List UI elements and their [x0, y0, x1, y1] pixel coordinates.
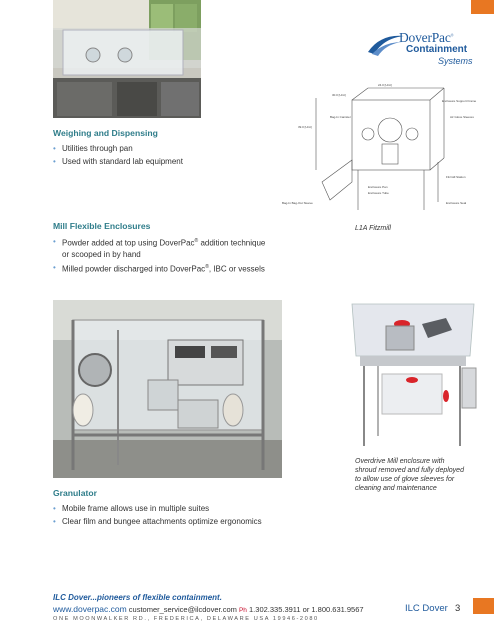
list-item: • Mobile frame allows use in multiple suites	[53, 504, 210, 513]
weighing-bullets	[53, 143, 283, 169]
weighing-title: Weighing and Dispensing	[53, 128, 158, 138]
dim-top-label: 24.0 [Unit]	[378, 83, 392, 87]
diag-label-tube: Enclosure Tube	[368, 191, 389, 195]
logo-containment: Containment	[406, 44, 468, 55]
page-number: 3	[455, 603, 461, 614]
bullet-icon: •	[53, 262, 56, 272]
fitzmill-caption: L1A Fitzmill	[355, 225, 391, 232]
corner-accent	[471, 0, 494, 14]
granulator-title: Granulator	[53, 488, 97, 498]
overdrive-mill-photo	[342, 296, 484, 453]
diag-label-seal: Enclosure Seal	[446, 201, 467, 205]
granulator-bullets	[53, 503, 293, 529]
bullet-icon: •	[53, 517, 56, 526]
granulator-photo	[53, 300, 282, 478]
phone-label: Ph	[238, 607, 247, 614]
diag-label-canister: Bag-In Canister	[330, 115, 351, 119]
list-item: • Milled powder discharged into DoverPac®, IBC or vessels	[53, 262, 265, 274]
diag-label-support-frame: Enclosure Support Frame	[442, 99, 477, 103]
diag-label-station: Fitzmill Station	[446, 175, 466, 179]
list-item: • Utilities through pan	[53, 144, 133, 153]
mill-title: Mill Flexible Enclosures	[53, 221, 151, 231]
footer-accent-tab	[473, 598, 494, 614]
dim-side-label: 39.0 [Unit]	[298, 125, 312, 129]
overdrive-caption: Overdrive Mill enclosure with shroud removed and fully deployed to allow use of glove sleeves for cleaning and maintenance	[355, 458, 464, 492]
list-item: • Clear film and bungee attachments optimize ergonomics	[53, 517, 262, 526]
logo-brand: DoverPac®	[399, 30, 454, 45]
bullet-icon: •	[53, 144, 56, 153]
diag-label-bibo-sleeve: Bag-In Bag-Out Sleeve	[282, 201, 313, 205]
phone-numbers: 1.302.335.3911 or 1.800.631.9567	[249, 605, 364, 614]
footer-tagline: ILC Dover...pioneers of flexible containment.	[53, 593, 222, 602]
bullet-icon: •	[53, 157, 56, 166]
dim-mid-label: 30.0 [Unit]	[332, 93, 346, 97]
doverpac-logo	[366, 30, 476, 70]
footer-brand: ILC Dover	[405, 603, 448, 614]
bullet-icon: •	[53, 504, 56, 513]
list-item: • Used with standard lab equipment	[53, 157, 183, 166]
enclosure-diagram	[282, 82, 486, 218]
diag-label-glove-sleeves: Air Glove Sleeves	[450, 115, 474, 119]
website-link[interactable]: www.doverpac.com	[53, 604, 127, 614]
mill-bullets	[53, 236, 293, 276]
footer-address: ONE MOONWALKER RD., FREDERICA, DELAWARE USA 19946-2080	[53, 616, 319, 622]
diag-label-pan: Enclosure Pan	[368, 185, 388, 189]
list-item: • Powder added at top using DoverPac® addition technique or scooped in by hand	[53, 237, 266, 259]
logo-systems: Systems	[438, 56, 473, 66]
weighing-photo	[53, 0, 201, 118]
bullet-icon: •	[53, 237, 56, 246]
footer-contact	[53, 604, 364, 614]
email-link[interactable]: customer_service@ilcdover.com	[128, 605, 237, 614]
